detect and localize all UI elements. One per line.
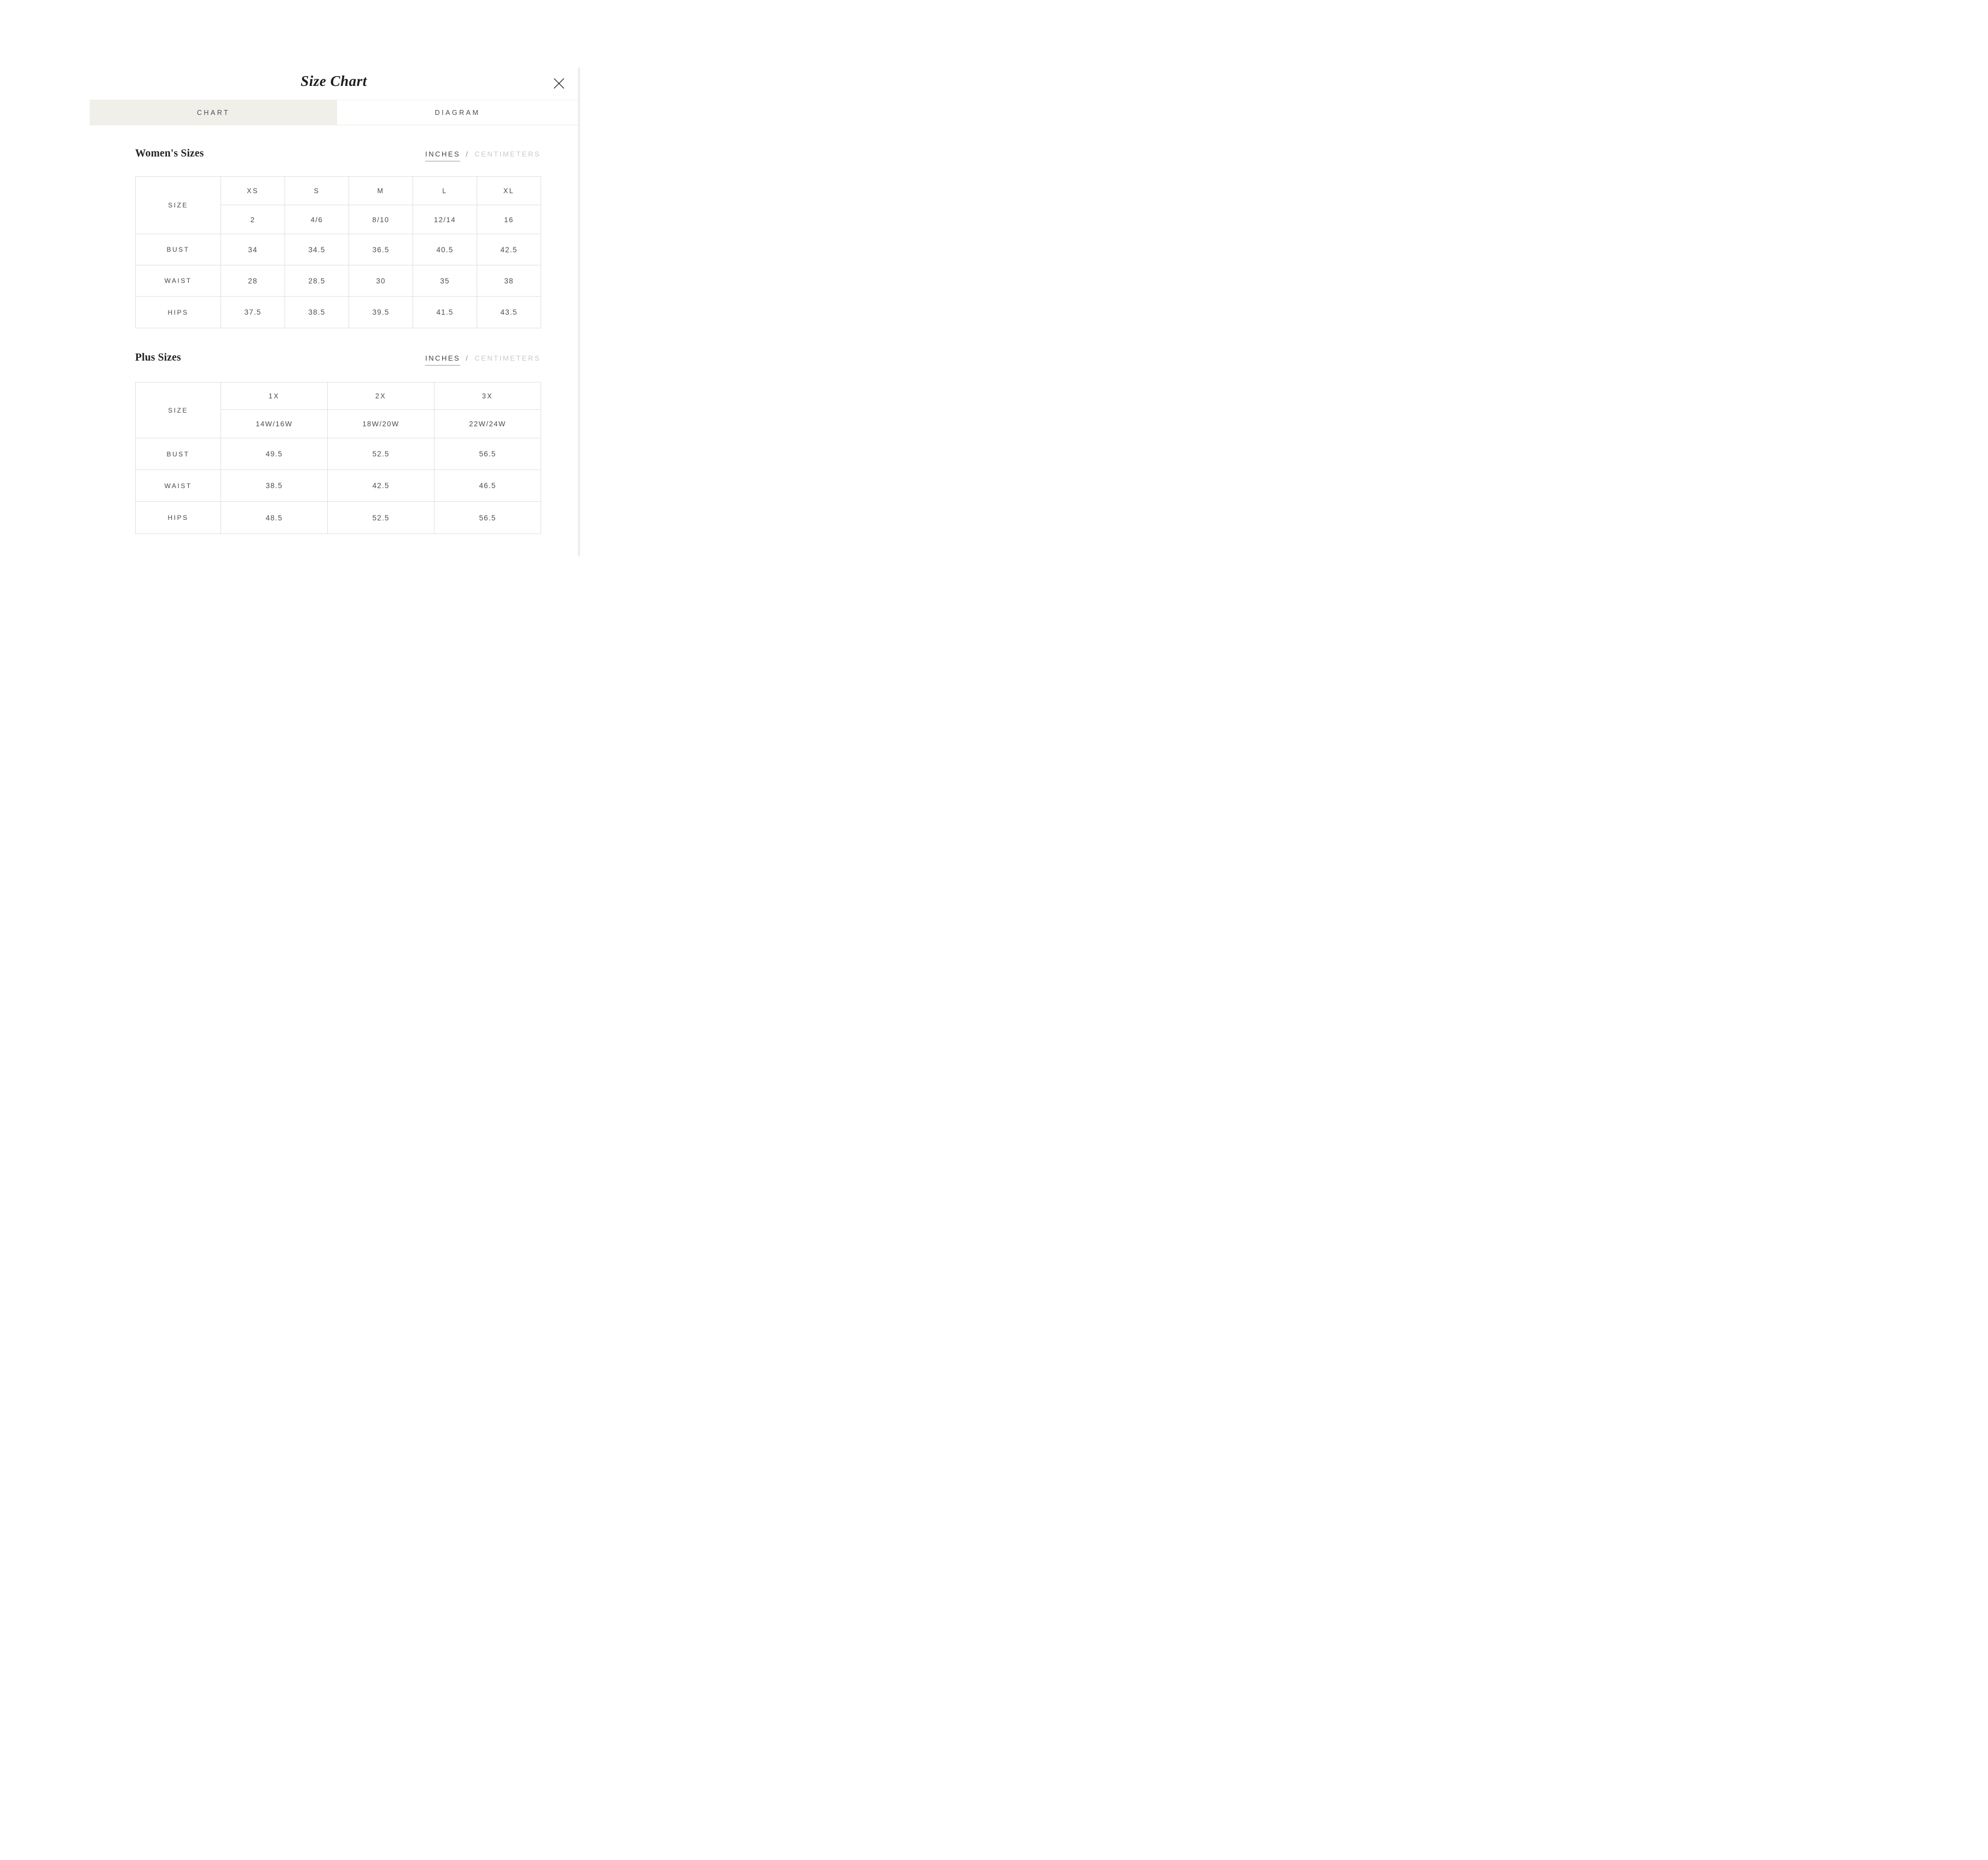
womens-sizes-header — [135, 148, 541, 166]
size-label-cell: M — [349, 177, 413, 205]
measure-row-label: BUST — [136, 438, 221, 470]
plus-sizes-table — [135, 382, 541, 534]
close-button[interactable] — [552, 76, 566, 90]
numeric-size-cell: 12/14 — [413, 205, 477, 234]
measure-value-cell: 40.5 — [413, 234, 477, 265]
tab-chart[interactable]: CHART — [90, 100, 337, 125]
measure-row-label: BUST — [136, 234, 221, 265]
centimeters-link[interactable]: CENTIMETERS — [474, 354, 541, 362]
section-heading-plus: Plus Sizes — [135, 352, 181, 363]
numeric-size-cell: 16 — [477, 205, 541, 234]
measure-value-cell: 52.5 — [328, 502, 434, 534]
measure-value-cell: 36.5 — [349, 234, 413, 265]
measure-value-cell: 38 — [477, 265, 541, 297]
measure-row-label: WAIST — [136, 265, 221, 297]
table-row — [136, 502, 541, 534]
table-row — [136, 177, 541, 205]
measure-value-cell: 28 — [221, 265, 285, 297]
size-corner-label: SIZE — [136, 177, 221, 234]
measure-value-cell: 37.5 — [221, 297, 285, 328]
measure-value-cell: 28.5 — [285, 265, 349, 297]
measure-row-label: HIPS — [136, 502, 221, 534]
size-chart-modal — [0, 0, 663, 620]
measure-value-cell: 34.5 — [285, 234, 349, 265]
measure-value-cell: 38.5 — [285, 297, 349, 328]
table-row — [136, 438, 541, 470]
table-row — [136, 265, 541, 297]
size-label-cell: S — [285, 177, 349, 205]
measure-value-cell: 52.5 — [328, 438, 434, 470]
measure-value-cell: 41.5 — [413, 297, 477, 328]
numeric-size-cell: 14W/16W — [221, 410, 328, 438]
table-row — [136, 470, 541, 502]
size-label-cell: XL — [477, 177, 541, 205]
size-label-cell: L — [413, 177, 477, 205]
measure-value-cell: 49.5 — [221, 438, 328, 470]
tab-bar — [90, 100, 578, 125]
measure-row-label: WAIST — [136, 470, 221, 502]
size-corner-label: SIZE — [136, 383, 221, 438]
measure-value-cell: 56.5 — [434, 502, 541, 534]
modal-scrollbar[interactable] — [578, 67, 580, 556]
measure-value-cell: 42.5 — [328, 470, 434, 502]
close-icon — [553, 77, 565, 90]
numeric-size-cell: 18W/20W — [328, 410, 434, 438]
measure-value-cell: 56.5 — [434, 438, 541, 470]
section-heading-womens: Women's Sizes — [135, 148, 204, 159]
centimeters-link[interactable]: CENTIMETERS — [474, 150, 541, 158]
plus-sizes-header — [135, 352, 541, 370]
unit-toggle-womens — [425, 150, 541, 161]
table-row — [136, 297, 541, 328]
measure-value-cell: 48.5 — [221, 502, 328, 534]
measure-value-cell: 34 — [221, 234, 285, 265]
womens-sizes-table — [135, 176, 541, 328]
modal-title: Size Chart — [300, 73, 367, 89]
unit-separator: / — [466, 150, 470, 158]
numeric-size-cell: 22W/24W — [434, 410, 541, 438]
measure-value-cell: 38.5 — [221, 470, 328, 502]
size-label-cell: 1X — [221, 383, 328, 410]
inches-link[interactable]: INCHES — [425, 354, 460, 366]
unit-toggle-plus — [425, 354, 541, 366]
measure-value-cell: 30 — [349, 265, 413, 297]
size-label-cell: 2X — [328, 383, 434, 410]
numeric-size-cell: 2 — [221, 205, 285, 234]
measure-row-label: HIPS — [136, 297, 221, 328]
size-label-cell: 3X — [434, 383, 541, 410]
table-row — [136, 234, 541, 265]
measure-value-cell: 42.5 — [477, 234, 541, 265]
numeric-size-cell: 4/6 — [285, 205, 349, 234]
tab-diagram[interactable]: DIAGRAM — [337, 100, 578, 125]
measure-value-cell: 35 — [413, 265, 477, 297]
measure-value-cell: 43.5 — [477, 297, 541, 328]
inches-link[interactable]: INCHES — [425, 150, 460, 161]
measure-value-cell: 39.5 — [349, 297, 413, 328]
table-row — [136, 383, 541, 410]
unit-separator: / — [466, 354, 470, 362]
measure-value-cell: 46.5 — [434, 470, 541, 502]
numeric-size-cell: 8/10 — [349, 205, 413, 234]
size-label-cell: XS — [221, 177, 285, 205]
